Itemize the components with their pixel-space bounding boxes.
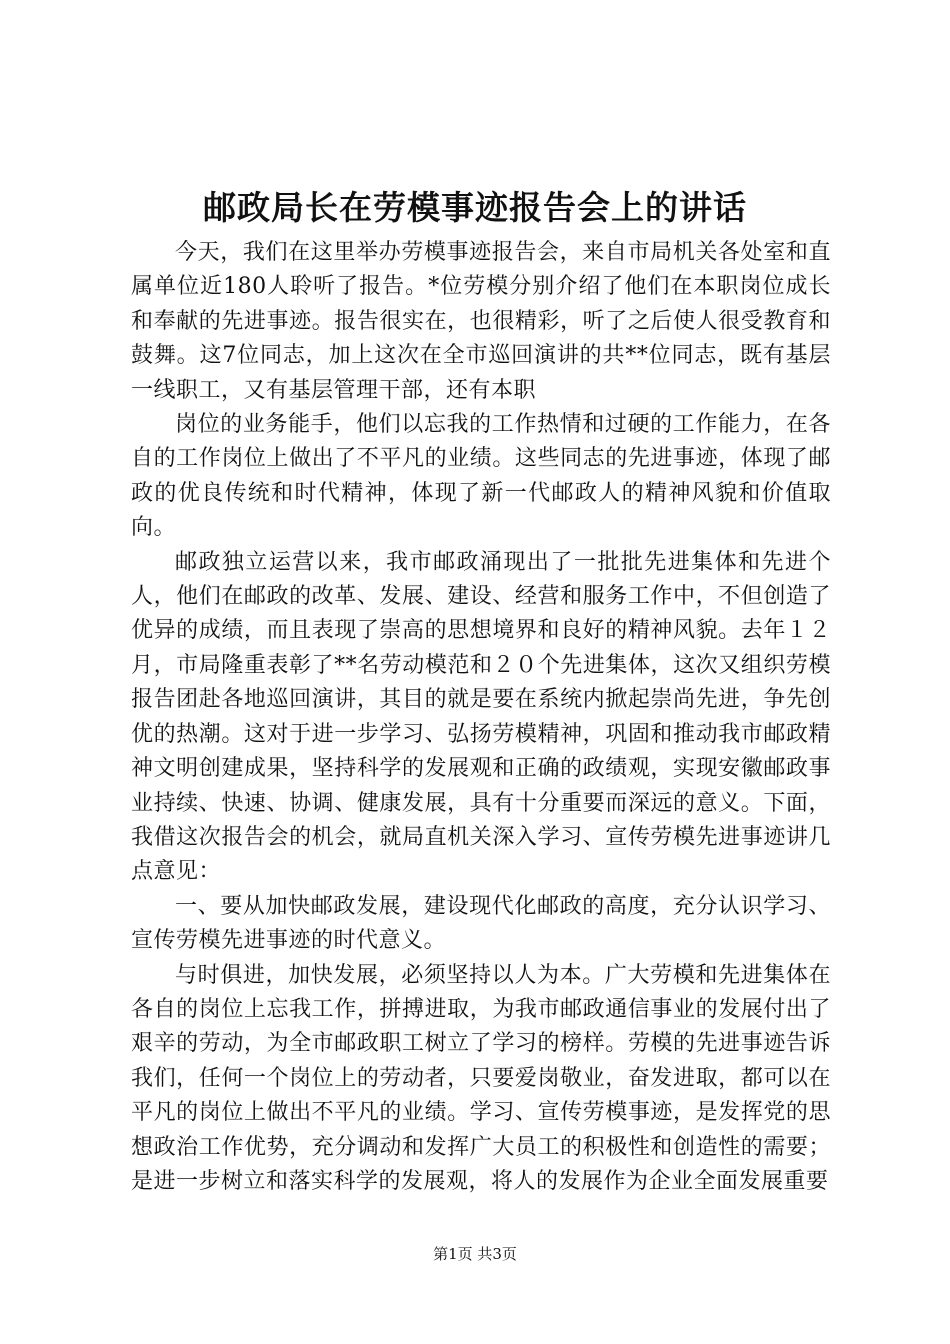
paragraph-1: 今天，我们在这里举办劳模事迹报告会，来自市局机关各处室和直属单位近180人聆听了报告。*位劳模分别介绍了他们在本职岗位成长和奉献的先进事迹。报告很实在，也很精彩，听了之后使人很受教育和鼓舞。这7位同志，加上这次在全市巡回演讲的共**位同志，既有基层一线职工，又有基层管理干部，还有本职 — [131, 240, 831, 403]
paragraph-4: 一、要从加快邮政发展，建设现代化邮政的高度，充分认识学习、宣传劳模先进事迹的时代意义。 — [131, 893, 831, 954]
paragraph-5: 与时俱进，加快发展，必须坚持以人为本。广大劳模和先进集体在各自的岗位上忘我工作，拼搏进取，为我市邮政通信事业的发展付出了艰辛的劳动，为全市邮政职工树立了学习的榜样。劳模的先进事迹告诉我们，任何一个岗位上的劳动者，只要爱岗敬业，奋发进取，都可以在平凡的岗位上做出不平凡的业绩。学习、宣传劳模事迹，是发挥党的思想政治工作优势，充分调动和发挥广大员工的积极性和创造性的需要；是进一步树立和落实科学的发展观，将人的发展作为企业全面发展重要 — [131, 962, 831, 1194]
page-number-footer: 第1页 共3页 — [433, 1245, 517, 1263]
paragraph-2: 岗位的业务能手，他们以忘我的工作热情和过硬的工作能力，在各自的工作岗位上做出了不平凡的业绩。这些同志的先进事迹，体现了邮政的优良传统和时代精神，体现了新一代邮政人的精神风貌和价值取向。 — [131, 412, 831, 541]
document-title: 邮政局长在劳模事迹报告会上的讲话 — [203, 188, 747, 227]
paragraph-3: 邮政独立运营以来，我市邮政涌现出了一批批先进集体和先进个人，他们在邮政的改革、发展、建设、经营和服务工作中，不但创造了优异的成绩，而且表现了崇高的思想境界和良好的精神风貌。去年１２月，市局隆重表彰了**名劳动模范和２０个先进集体，这次又组织劳模报告团赴各地巡回演讲，其目的就是要在系统内掀起崇尚先进，争先创优的热潮。这对于进一步学习、弘扬劳模精神，巩固和推动我市邮政精神文明创建成果，坚持科学的发展观和正确的政绩观，实现安徽邮政事业持续、快速、协调、健康发展，具有十分重要而深远的意义。下面，我借这次报告会的机会，就局直机关深入学习、宣传劳模先进事迹讲几点意见： — [131, 549, 831, 885]
document-body — [131, 236, 831, 1199]
